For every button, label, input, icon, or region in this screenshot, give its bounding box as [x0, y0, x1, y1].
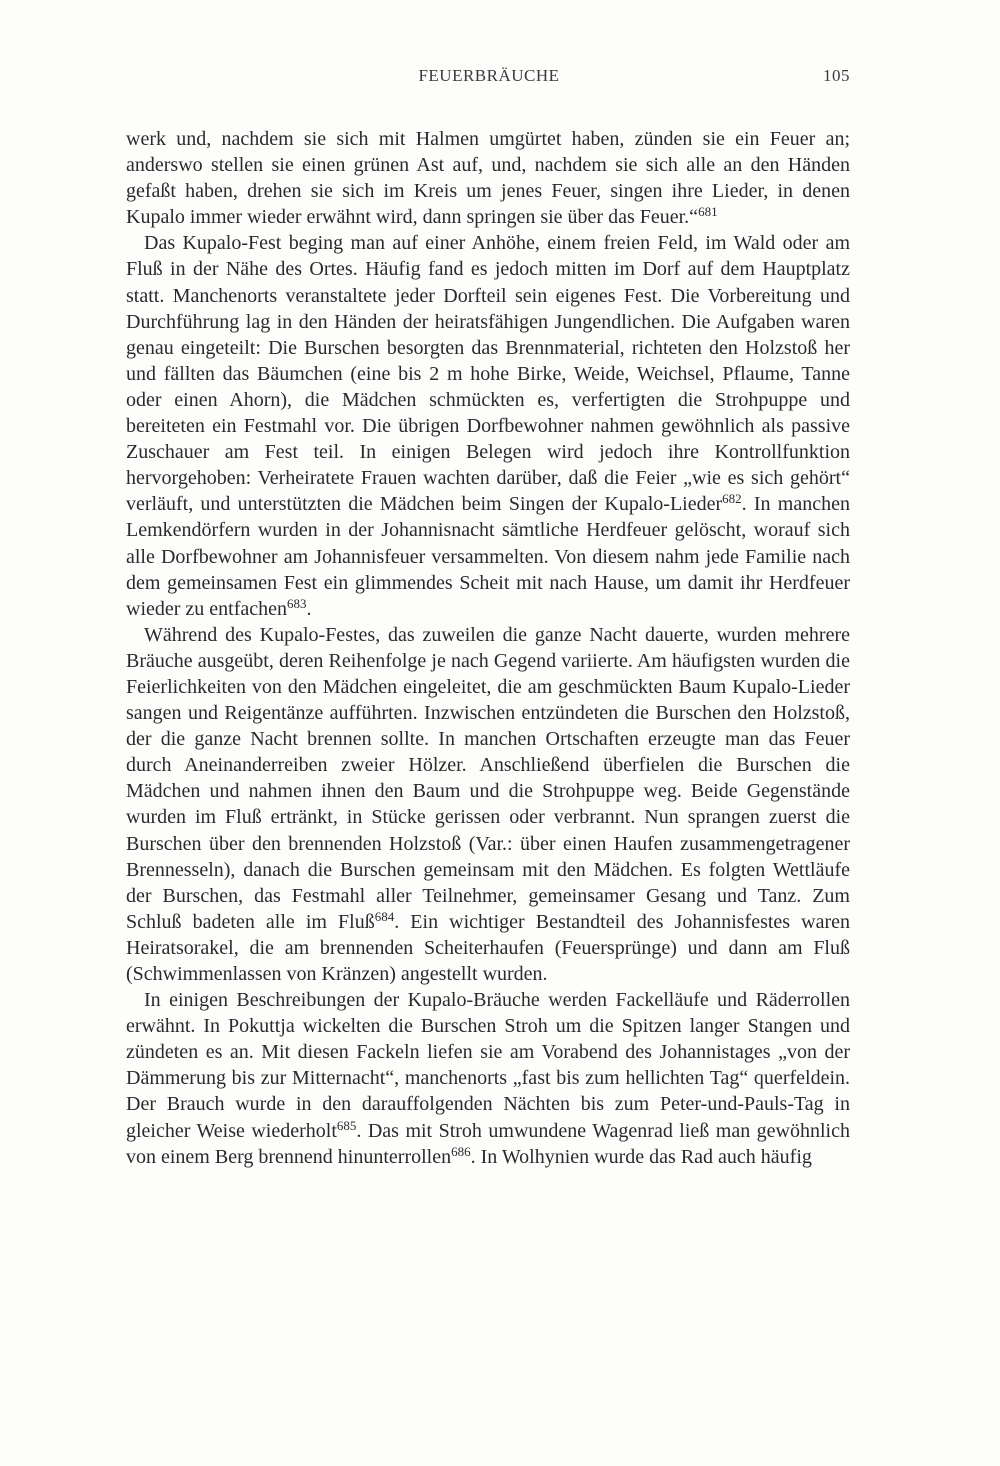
body-text — [126, 126, 850, 1170]
page-header — [128, 66, 850, 92]
paragraph — [126, 230, 850, 621]
footnote-ref: 683 — [287, 595, 307, 611]
paragraph — [126, 622, 850, 987]
footnote-ref: 681 — [698, 204, 718, 220]
text-run: . Das mit Stroh umwundene Wagenrad ließ man gewöhnlich von einem Berg brennend hinunterrollen — [126, 1119, 850, 1168]
text-run: . In manchen Lemkendörfern wurden in der Johannisnacht sämtliche Herdfeuer gelöscht, worauf sich alle Dorfbewohner am Johannisfeuer versammelten. Von diesem nahm jede Familie nach dem gemeinsamen Fest ein glimmendes Scheit mit nach Hause, um damit ihr Herdfeuer wieder zu entfachen — [126, 493, 850, 620]
text-run: . Ein wichtiger Bestandteil des Johannisfestes waren Heiratsorakel, die am brennenden Scheiterhaufen (Feuersprünge) und dann am Fluß (Schwimmenlassen von Kränzen) angestellt wurden. — [126, 910, 851, 985]
text-run: . In Wolhynien wurde das Rad auch häufig — [470, 1145, 812, 1168]
footnote-ref: 682 — [722, 491, 742, 507]
text-run: werk und, nachdem sie sich mit Halmen umgürtet haben, zünden sie ein Feuer an; anderswo stellen sie einen grünen Ast auf, und, nachdem sie sich alle an den Händen gefaßt haben, drehen sie sich im Kreis um jenes Feuer, singen ihre Lieder, in denen Kupalo immer wieder erwähnt wird, dann springen sie über das Feuer.“ — [126, 128, 850, 229]
text-run: Während des Kupalo-Festes, das zuweilen die ganze Nacht dauerte, wurden mehrere Bräuche ausgeübt, deren Reihenfolge je nach Gegend variierte. Am häufigsten wurden die Feierlichkeiten von den Mädchen eingeleitet, die am geschmückten Baum Kupalo-Lieder sangen und Reigentänze aufführten. Inzwischen entzündeten die Burschen den Holzstoß, der die ganze Nacht brennen sollte. In manchen Ortschaften erzeugte man das Feuer durch Aneinanderreiben zweier Hölzer. Anschließend überfielen die Burschen die Mädchen und nahmen ihnen den Baum und die Strohpuppe weg. Beide Gegenstände wurden im Fluß ertränkt, in Stücke gerissen oder verbrannt. Nun sprangen zuerst die Burschen über den brennenden Holzstoß (Var.: über einen Haufen zusammengetragener Brennesseln), danach die Burschen gemeinsam mit den Mädchen. Es folgten Wettläufe der Burschen, das Festmahl aller Teilnehmer, gemeinsamer Gesang und Tanz. Zum Schluß badeten alle im Fluß — [126, 623, 850, 933]
text-run: In einigen Beschreibungen der Kupalo-Bräuche werden Fackelläufe und Räderrollen erwähnt. In Pokuttja wickelten die Burschen Stroh um die Spitzen langer Stangen und zündeten es an. Mit diesen Fackeln liefen sie am Vorabend des Johannistages „von der Dämmerung bis zur Mitternacht“, manchenorts „fast bis zum hellichten Tag“ querfeldein. Der Brauch wurde in den darauffolgenden Nächten bis zum Peter-und-Pauls-Tag in gleicher Weise wiederholt — [126, 989, 850, 1142]
page-number: 105 — [823, 66, 850, 85]
paragraph — [126, 987, 850, 1170]
footnote-ref: 685 — [336, 1117, 357, 1133]
running-title: FEUERBRÄUCHE — [418, 66, 560, 85]
paragraph — [126, 126, 850, 230]
footnote-ref: 684 — [374, 908, 395, 924]
footnote-ref: 686 — [451, 1143, 471, 1159]
text-run: Das Kupalo-Fest beging man auf einer Anhöhe, einem freien Feld, im Wald oder am Fluß in der Nähe des Ortes. Häufig fand es jedoch mitten im Dorf auf dem Hauptplatz statt. Manchenorts veranstaltete jeder Dorfteil sein eigenes Fest. Die Vorbereitung und Durchführung lag in den Händen der heiratsfähigen Jungendlichen. Die Aufgaben waren genau eingeteilt: Die Burschen besorgten das Brennmaterial, richteten den Holzstoß her und fällten das Bäumchen (eine bis 2 m hohe Birke, Weide, Weichsel, Pflaume, Tanne oder einen Ahorn), die Mädchen schmückten es, verfertigten die Strohpuppe und bereiteten ein Festmahl vor. Die übrigen Dorfbewohner nahmen gewöhnlich als passive Zuschauer am Fest teil. In einigen Belegen wird jedoch ihre Kontrollfunktion hervorgehoben: Verheiratete Frauen wachten darüber, daß die Feier „wie es sich gehört“ verläuft, und unterstützten die Mädchen beim Singen der Kupalo-Lieder — [126, 232, 850, 516]
text-run: . — [306, 597, 312, 620]
